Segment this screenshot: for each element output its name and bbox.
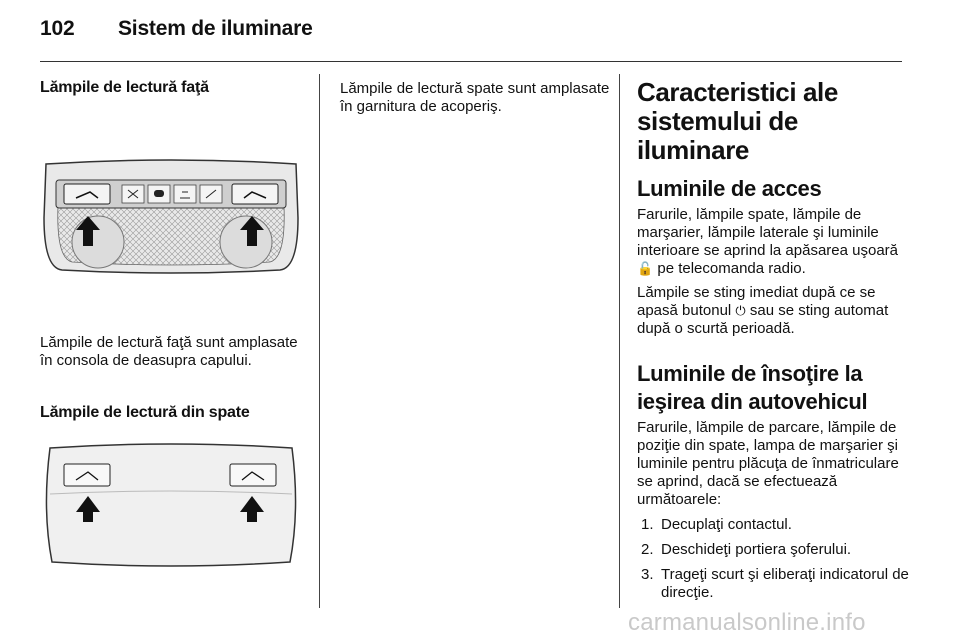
list-item: 1. Decuplaţi contactul. [641, 516, 792, 533]
rear-lamps-text: Lămpile de lectură spate sunt amplasate în garnitura de acoperiş. [340, 80, 610, 115]
column-divider-2 [619, 74, 620, 608]
power-icon: ⏻ [735, 303, 746, 318]
exit-lights-paragraph: Farurile, lămpile de parcare, lămpile de poziţie din spate, lampa de marşarier şi luminile pentru plăcuţa de înmatriculare se aprind, dacă se efectuează următoarele: [637, 419, 899, 508]
access-lights-paragraph-1: Farurile, lămpile spate, lămpile de marşarier, lămpile laterale şi luminile interioare se aprind la apăsarea uşoară 🔓 pe telecomanda radio. [637, 206, 898, 277]
front-reading-lamp-illustration [40, 158, 302, 276]
rear-lamps-heading: Lămpile de lectură din spate [40, 404, 250, 421]
access-lights-paragraph-2: Lămpile se sting imediat după ce se apasă butonul ⏻ sau se sting automat după o scurtă perioadă. [637, 284, 889, 337]
list-item: 2. Deschideţi portiera şoferului. [641, 541, 852, 558]
front-lamps-heading: Lămpile de lectură faţă [40, 79, 209, 96]
exit-lights-heading: Luminile de însoţire la ieşirea din autovehicul [637, 361, 868, 414]
page-number: 102 [40, 17, 75, 40]
unlock-icon: 🔓 [637, 261, 654, 276]
header-rule [40, 61, 902, 62]
access-lights-heading: Luminile de acces [637, 176, 822, 201]
list-item: 3. Trageţi scurt şi eliberaţi indicatorul de direcţie. [641, 566, 909, 601]
main-heading: Caracteristici ale sistemului de iluminare [637, 77, 838, 165]
watermark: carmanualsonline.info [628, 609, 866, 636]
exit-steps-list [637, 516, 909, 602]
right-column [637, 78, 909, 602]
rear-reading-lamp-illustration [40, 440, 302, 570]
section-title: Sistem de iluminare [118, 17, 313, 40]
column-divider-1 [319, 74, 320, 608]
front-lamps-caption: Lămpile de lectură faţă sunt amplasate în consola de deasupra capului. [40, 334, 298, 369]
